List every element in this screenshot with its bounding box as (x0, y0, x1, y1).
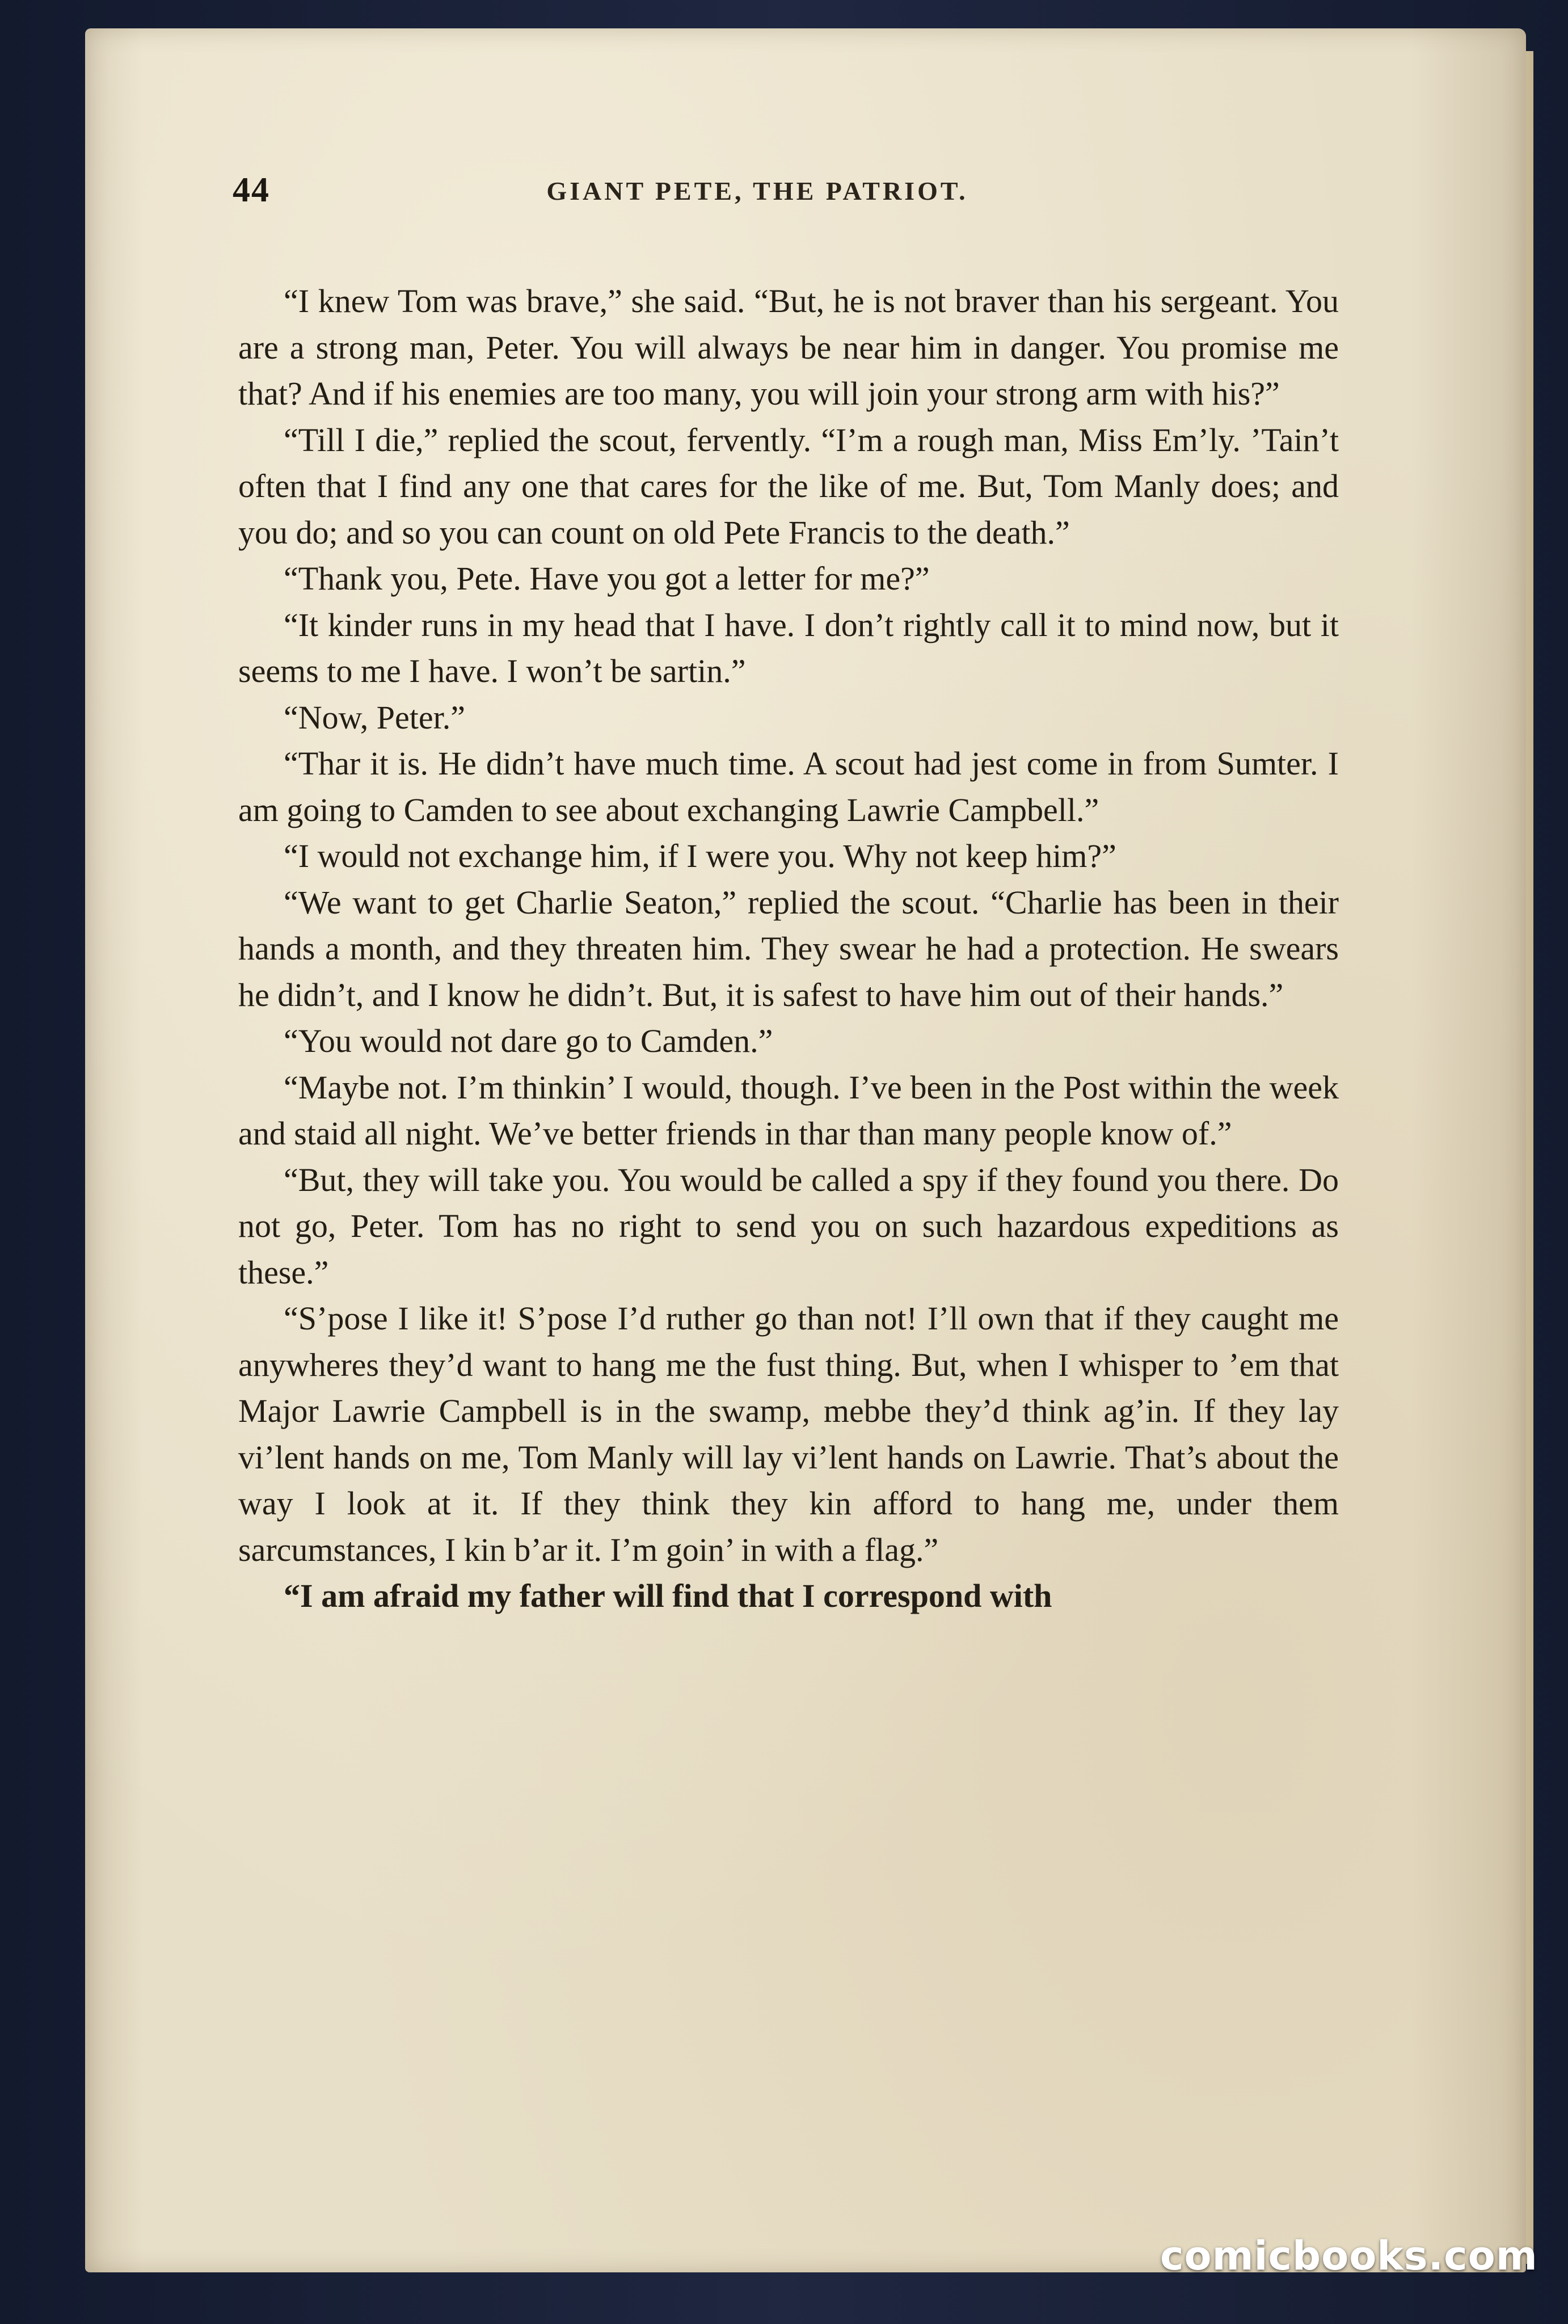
paragraph: “Thank you, Pete. Have you got a letter for me?” (284, 560, 930, 597)
paragraph: “I knew Tom was brave,” she said. “But, he is not braver than his sergeant. You are a strong man, Peter. You will always be near him in danger. You promise me that? And if his enemies are too many, you will join your strong arm with his?” (238, 283, 1339, 412)
page-number: 44 (233, 171, 270, 209)
paragraph: “I would not exchange him, if I were you. Why not keep him?” (284, 837, 1116, 874)
body-text (238, 278, 1339, 1619)
paragraph-continued: “I am afraid my father will find that I correspond with (284, 1577, 1052, 1614)
paragraph: “Maybe not. I’m thinkin’ I would, though. I’ve been in the Post within the week and staid all night. We’ve better friends in thar than many people know of.” (238, 1068, 1339, 1152)
paragraph: “Now, Peter.” (284, 698, 465, 736)
paragraph: “You would not dare go to Camden.” (284, 1022, 773, 1059)
site-watermark: comicbooks.com (1160, 2233, 1538, 2279)
paragraph: “Thar it is. He didn’t have much time. A scout had jest come in from Sumter. I am going to Camden to see about exchanging Lawrie Campbell.” (238, 745, 1339, 828)
running-title: GIANT PETE, THE PATRIOT. (546, 176, 968, 205)
paragraph: “S’pose I like it! S’pose I’d ruther go than not! I’ll own that if they caught me anywheres they’d want to hang me the fust thing. But, when I whisper to ’em that Major Lawrie Campbell is in the swamp, mebbe they’d think ag’in. If they lay vi’lent hands on me, Tom Manly will lay vi’lent hands on Lawrie. That’s about the way I look at it. If they think they kin afford to hang me, under them sarcumstances, I kin b’ar it. I’m goin’ in with a flag.” (238, 1300, 1339, 1568)
paragraph: “It kinder runs in my head that I have. I don’t rightly call it to mind now, but it seems to me I have. I won’t be sartin.” (238, 606, 1339, 689)
paragraph: “We want to get Charlie Seaton,” replied the scout. “Charlie has been in their hands a month, and they threaten him. They swear he had a protection. He swears he didn’t, and I know he didn’t. But, it is safest to have him out of their hands.” (238, 883, 1339, 1013)
running-head (233, 170, 1424, 233)
paragraph: “Till I die,” replied the scout, fervently. “I’m a rough man, Miss Em’ly. ’Tain’t often that I find any one that cares for the like of me. But, Tom Manly does; and you do; and so you can count on old Pete Francis to the death.” (238, 421, 1339, 551)
paragraph: “But, they will take you. You would be called a spy if they found you there. Do not go, Peter. Tom has no right to send you on such hazardous expeditions as these.” (238, 1161, 1339, 1291)
